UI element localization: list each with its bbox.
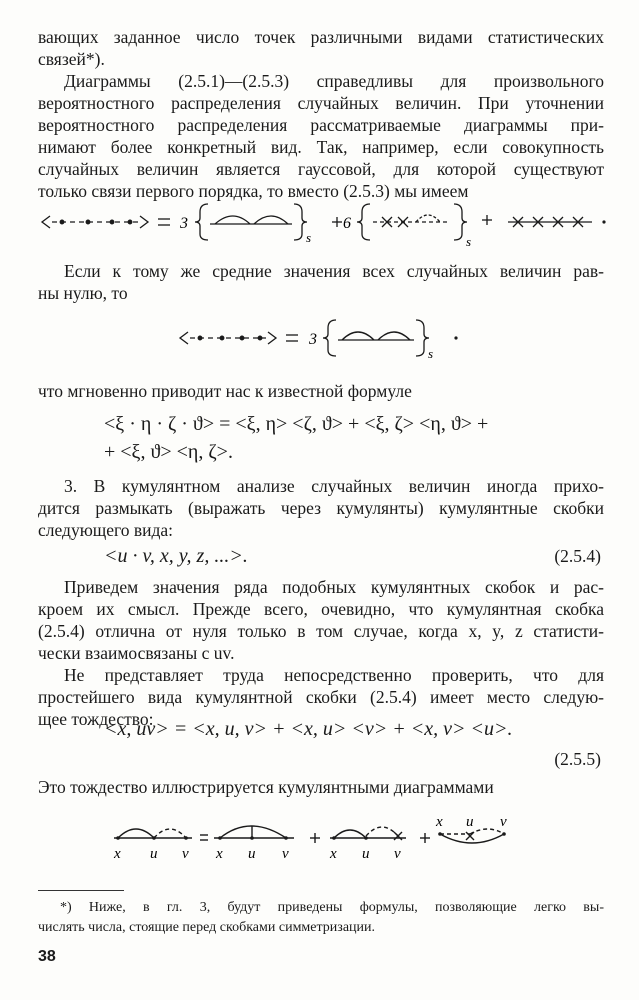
text-line: случайных величин является гауссовой, для которой существуют xyxy=(38,159,604,179)
text-line: связей*). xyxy=(38,49,105,69)
vertex-label: u xyxy=(150,846,158,862)
vertex-label: v xyxy=(394,846,401,862)
footnote-line: *) Ниже, в гл. 3, будут приведены формулы, позволяющие легко вы- xyxy=(60,900,604,915)
formula-line: <ξ · η · ζ · ϑ> = <ξ, η> <ζ, ϑ> + <ξ, ζ> <η, ϑ> + xyxy=(104,413,489,435)
text-line: (2.5.4) отлична от нуля только в том случае, когда x, y, z статисти- xyxy=(38,621,604,641)
text-line: что мгновенно приводит нас к известной формуле xyxy=(38,381,412,401)
text-line: вающих заданное число точек различными видами статистических xyxy=(38,27,604,47)
text-line: следующего вида: xyxy=(38,520,174,540)
coefficient-label: 3 xyxy=(309,331,317,348)
footnote-divider xyxy=(38,890,124,891)
text-line: ны нулю, то xyxy=(38,283,128,303)
cumulant-identity-diagrams xyxy=(100,812,560,868)
text-line: Диаграммы (2.5.1)—(2.5.3) справедливы для произвольного xyxy=(64,71,604,91)
zero-mean-diagram-equation xyxy=(170,316,470,366)
coefficient-label: 3 xyxy=(180,215,188,232)
formula-line: + <ξ, ϑ> <η, ζ>. xyxy=(104,441,233,463)
text-line: щее тождество: xyxy=(38,709,154,729)
text-line: кроем их смысл. Прежде всего, очевидно, что кумулянтная скобка xyxy=(38,599,604,619)
vertex-label: x xyxy=(330,846,337,862)
subscript-label: s xyxy=(306,230,312,245)
text-line: нимают более конкретный вид. Так, например, если совокупность xyxy=(38,137,604,157)
vertex-label: u xyxy=(466,814,474,830)
equation-number: (2.5.4) xyxy=(554,546,601,566)
text-line: вероятностного распределения случайных величин. При уточнении xyxy=(38,93,604,113)
vertex-label: v xyxy=(182,846,189,862)
equation-number: (2.5.5) xyxy=(554,749,601,769)
vertex-label: x xyxy=(436,814,443,830)
subscript-label: s xyxy=(428,346,434,361)
text-line: чески взаимосвязаны с uv. xyxy=(38,643,235,663)
text-line: Приведем значения ряда подобных кумулянтных скобок и рас- xyxy=(64,577,604,597)
gaussian-diagram-equation xyxy=(30,198,610,254)
text-line: вероятностного распределения рассматриваемые диаграммы при- xyxy=(38,115,604,135)
footnote-line: числять числа, стоящие перед скобками симметризации. xyxy=(38,920,376,935)
text-line: Если к тому же средние значения всех случайных величин рав- xyxy=(64,261,604,281)
text-line: дится размыкать (выражать через кумулянты) кумулянтные скобки xyxy=(38,498,604,518)
vertex-label: x xyxy=(114,846,121,862)
vertex-label: u xyxy=(362,846,370,862)
vertex-label: v xyxy=(500,814,507,830)
text-line: только связи первого порядка, то вместо (2.5.3) мы имеем xyxy=(38,181,469,201)
text-line: 3. В кумулянтном анализе случайных величин иногда прихо- xyxy=(64,476,604,496)
vertex-label: u xyxy=(248,846,256,862)
formula-line: <x, uv> = <x, u, v> + <x, u> <v> + <x, v> <u>. xyxy=(104,718,513,740)
text-line: простейшего вида кумулянтной скобки (2.5.4) имеет место следую- xyxy=(38,687,604,707)
subscript-label: s xyxy=(466,234,472,249)
text-line: Это тождество иллюстрируется кумулянтными диаграммами xyxy=(38,777,494,797)
coefficient-label: 6 xyxy=(343,215,351,232)
vertex-label: v xyxy=(282,846,289,862)
page-number: 38 xyxy=(38,948,56,965)
vertex-label: x xyxy=(216,846,223,862)
text-line: Не представляет труда непосредственно проверить, что для xyxy=(64,665,604,685)
formula-line: <u · v, x, y, z, ...>. xyxy=(104,545,248,567)
